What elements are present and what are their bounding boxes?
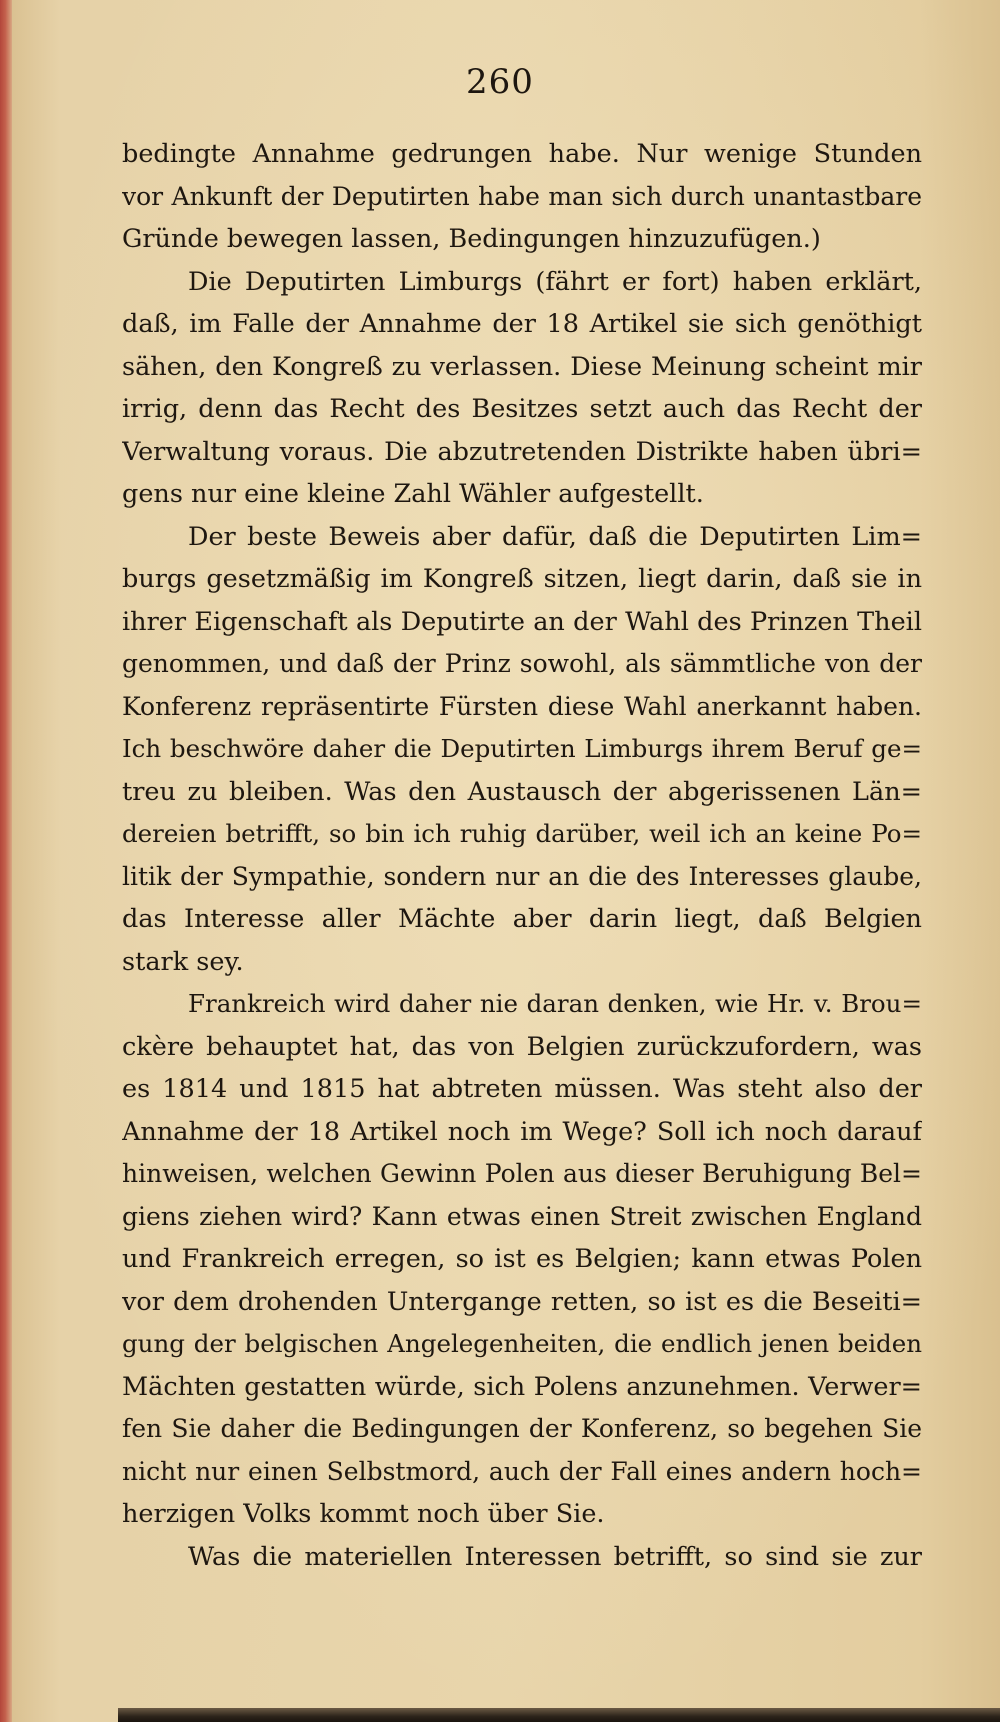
text-line: burgs gesetzmäßig im Kongreß sitzen, liegt darin, daß sie in	[122, 564, 922, 594]
text-line: Mächten gestatten würde, sich Polens anzunehmen. Verwer=	[122, 1371, 922, 1402]
text-line: giens ziehen wird? Kann etwas einen Streit zwischen England	[122, 1201, 922, 1231]
text-line: das Interesse aller Mächte aber darin liegt, daß Belgien	[122, 904, 922, 934]
bottom-dark-band	[118, 1708, 1000, 1722]
text-line: Frankreich wird daher nie daran denken, wie Hr. v. Brou=	[188, 989, 922, 1018]
text-line: es 1814 und 1815 hat abtreten müssen. Was steht also der	[122, 1074, 922, 1104]
text-line: fen Sie daher die Bedingungen der Konferenz, so begehen Sie	[122, 1414, 922, 1443]
page-number: 260	[466, 62, 534, 102]
text-line: gens nur eine kleine Zahl Wähler aufgestellt.	[122, 479, 704, 509]
text-line: Konferenz repräsentirte Fürsten diese Wahl anerkannt haben.	[122, 691, 922, 721]
text-line: genommen, und daß der Prinz sowohl, als sämmtliche von der	[122, 649, 922, 678]
text-line: treu zu bleiben. Was den Austausch der abgerissenen Län=	[122, 776, 922, 807]
text-line: bedingte Annahme gedrungen habe. Nur wenige Stunden	[122, 139, 922, 169]
text-line: Annahme der 18 Artikel noch im Wege? Soll ich noch darauf	[122, 1116, 922, 1147]
text-line: daß, im Falle der Annahme der 18 Artikel sie sich genöthigt	[122, 309, 922, 339]
text-line: Ich beschwöre daher die Deputirten Limburgs ihrem Beruf ge=	[122, 734, 922, 763]
text-line: gung der belgischen Angelegenheiten, die endlich jenen beiden	[122, 1329, 922, 1358]
text-line: litik der Sympathie, sondern nur an die des Interesses glaube,	[122, 861, 922, 891]
text-line: nicht nur einen Selbstmord, auch der Fall eines andern hoch=	[122, 1456, 922, 1486]
text-line: sähen, den Kongreß zu verlassen. Diese Meinung scheint mir	[122, 351, 922, 382]
text-line: und Frankreich erregen, so ist es Belgien; kann etwas Polen	[122, 1244, 922, 1274]
text-line: vor Ankunft der Deputirten habe man sich durch unantastbare	[122, 181, 922, 211]
text-line: Die Deputirten Limburgs (fährt er fort) haben erklärt,	[188, 266, 922, 297]
text-line: Was die materiellen Interessen betrifft, so sind sie zur	[188, 1541, 922, 1572]
red-page-edge	[0, 0, 12, 1722]
body-text	[122, 133, 922, 1578]
text-line: herzigen Volks kommt noch über Sie.	[122, 1499, 605, 1529]
text-line: Gründe bewegen lassen, Bedingungen hinzuzufügen.)	[122, 224, 821, 254]
text-line: Verwaltung voraus. Die abzutretenden Distrikte haben übri=	[122, 436, 922, 467]
text-line: ihrer Eigenschaft als Deputirte an der Wahl des Prinzen Theil	[122, 606, 922, 637]
text-line: hinweisen, welchen Gewinn Polen aus dieser Beruhigung Bel=	[122, 1159, 922, 1188]
text-line: Der beste Beweis aber dafür, daß die Deputirten Lim=	[188, 521, 922, 552]
text-line: vor dem drohenden Untergange retten, so ist es die Beseiti=	[122, 1286, 922, 1317]
text-line: irrig, denn das Recht des Besitzes setzt auch das Recht der	[122, 394, 922, 424]
text-line: dereien betrifft, so bin ich ruhig darüber, weil ich an keine Po=	[122, 819, 922, 848]
text-line: ckère behauptet hat, das von Belgien zurückzufordern, was	[122, 1031, 922, 1062]
text-line: stark sey.	[122, 946, 244, 977]
